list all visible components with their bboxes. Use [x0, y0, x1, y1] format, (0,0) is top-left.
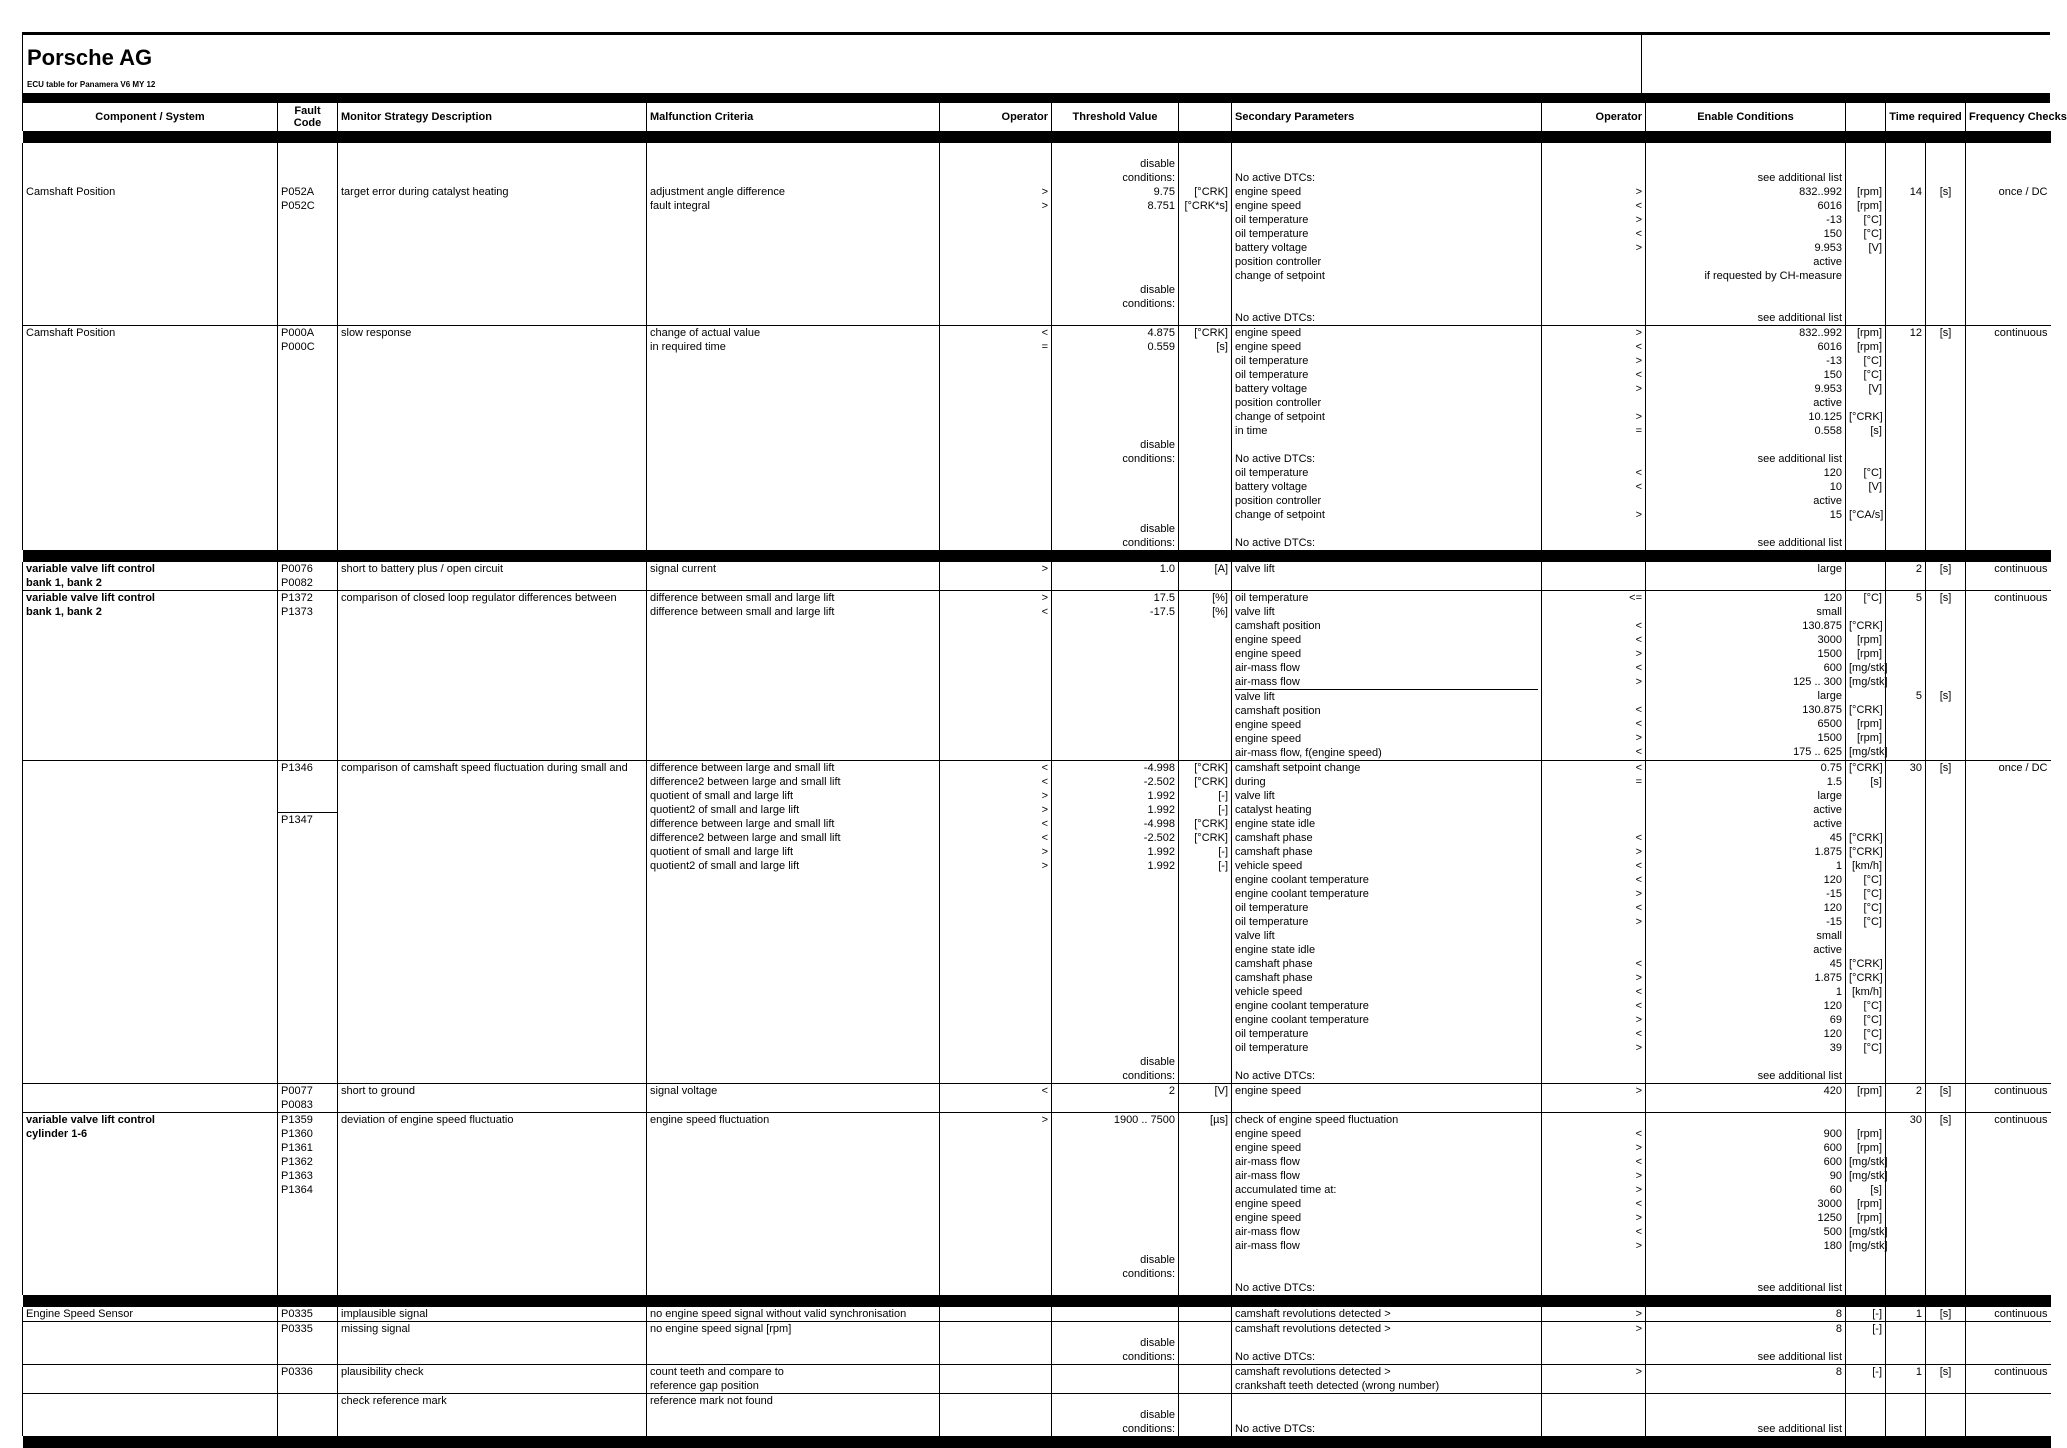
secondary-params: camshaft revolutions detected > — [1232, 1307, 1542, 1322]
component: Camshaft Position — [23, 326, 278, 551]
frequency: continuous — [1966, 1307, 2051, 1322]
row-camshaft-slow-response — [23, 326, 2051, 551]
enable-conditions: 8 see additional list — [1646, 1322, 1846, 1365]
secondary-params: valve lift — [1232, 562, 1542, 591]
fault-code: P1346 P1347 — [278, 761, 338, 1084]
operator: > — [940, 562, 1052, 591]
monitor-description: plausibility check — [338, 1365, 647, 1394]
ecu-table — [22, 103, 2067, 1448]
secondary-params: camshaft revolutions detected > crankshaft teeth detected (wrong number) — [1232, 1365, 1542, 1394]
threshold: 2 — [1052, 1084, 1179, 1113]
frequency: continuous — [1966, 591, 2051, 761]
frequency: continuous — [1966, 326, 2051, 551]
no-dtc: No active DTCs: — [1235, 172, 1316, 184]
enable-unit: [rpm] [rpm] [mg/stk] [mg/stk] [s] [rpm] [rpm] [mg/stk] [mg/stk] — [1846, 1113, 1886, 1296]
fault-code: P0077 P0083 — [278, 1084, 338, 1113]
malfunction-criteria: reference mark not found — [647, 1394, 940, 1437]
time-unit: [s] — [1926, 157, 1966, 326]
operator: > < — [940, 591, 1052, 761]
threshold-unit: [V] — [1179, 1084, 1232, 1113]
sec-operator: > — [1542, 1322, 1646, 1365]
col-threshold-unit — [1179, 103, 1232, 131]
monitor-description: comparison of camshaft speed fluctuation during small and — [338, 761, 647, 1084]
component: variable valve lift control bank 1, bank 2 — [23, 562, 278, 591]
component: Camshaft Position — [23, 157, 278, 326]
enable-conditions: 832..992 6016 -13 150 9.953 active 10.125 0.558 see additional list 120 10 active 15 see additional list — [1646, 326, 1846, 551]
time-unit: [s] — [1926, 1084, 1966, 1113]
row-ess-reference-mark — [23, 1394, 2051, 1437]
disable-label: disable conditions: — [1122, 523, 1175, 549]
row-vvl-short-battery — [23, 562, 2051, 591]
threshold — [1052, 1394, 1179, 1437]
time-unit: [s] — [1926, 1307, 1966, 1322]
frequency: once / DC — [1966, 157, 2051, 326]
time-value: 2 — [1886, 562, 1926, 591]
fault-code: P0076 P0082 — [278, 562, 338, 591]
col-enable: Enable Conditions — [1646, 103, 1846, 131]
sec-operator: > — [1542, 1307, 1646, 1322]
fault-code: P0335 — [278, 1322, 338, 1365]
secondary-params: oil temperature valve lift camshaft position engine speed engine speed air-mass flow air-mass flow valve lift camshaft position engine speed engine speed air-mass flow, f(engine speed) — [1232, 591, 1542, 761]
malfunction-criteria: no engine speed signal without valid synchronisation — [647, 1307, 940, 1322]
monitor-description: short to ground — [338, 1084, 647, 1113]
row-vvl-cylinder — [23, 1113, 2051, 1296]
disable-label: disable conditions: — [1122, 1056, 1175, 1082]
time-unit: [s] — [1926, 562, 1966, 591]
enable-unit: [rpm] [rpm] [°C] [°C] [V] [°CRK] [s] [°C] [V] [°CA/s] — [1846, 326, 1886, 551]
operator: < < > > < < > > — [940, 761, 1052, 1084]
monitor-description: missing signal — [338, 1322, 647, 1365]
monitor-description: check reference mark — [338, 1394, 647, 1437]
threshold — [1052, 157, 1179, 326]
fault-code: P0336 — [278, 1365, 338, 1394]
column-header-row — [23, 103, 2051, 131]
col-threshold: Threshold Value — [1052, 103, 1179, 131]
threshold-values: 9.75 8.751 — [1147, 186, 1175, 212]
col-malfunction: Malfunction Criteria — [647, 103, 940, 131]
row-ess-missing — [23, 1322, 2051, 1365]
time-unit: [s] [s] — [1926, 591, 1966, 761]
threshold-unit: [A] — [1179, 562, 1232, 591]
monitor-description: comparison of closed loop regulator differences between — [338, 591, 647, 761]
disable-label: disable conditions: — [1122, 284, 1175, 310]
malfunction-criteria: count teeth and compare to reference gap position — [647, 1365, 940, 1394]
enable-conditions: large — [1646, 562, 1846, 591]
disable-label: disable conditions: — [1122, 1409, 1175, 1435]
enable-unit: [°CRK] [s] [°CRK] [°CRK] [km/h] [°C] [°C] [°C] [°C] [°CRK] [°CRK] [km/h] [°C] [°C] [°C] [°C] — [1846, 761, 1886, 1084]
operator: > — [940, 1113, 1052, 1296]
time-value: 12 — [1886, 326, 1926, 551]
threshold-unit: [°CRK] [s] — [1179, 326, 1232, 551]
secondary-params: camshaft revolutions detected > No active DTCs: — [1232, 1322, 1542, 1365]
secondary-params: engine speed — [1232, 1084, 1542, 1113]
frequency: continuous — [1966, 1084, 2051, 1113]
secondary-params: check of engine speed fluctuation engine speed engine speed air-mass flow air-mass flow accumulated time at: engine speed engine speed air-mass flow air-mass flow No active DTCs: — [1232, 1113, 1542, 1296]
threshold: 4.875 0.559 disable conditions: disable conditions: — [1052, 326, 1179, 551]
monitor-description: short to battery plus / open circuit — [338, 562, 647, 591]
enable-conditions: 8 — [1646, 1365, 1846, 1394]
monitor-description: implausible signal — [338, 1307, 647, 1322]
time-unit: [s] — [1926, 1113, 1966, 1296]
secondary-params: No active DTCs: — [1232, 1394, 1542, 1437]
col-time: Time required — [1886, 103, 1966, 131]
frequency: once / DC — [1966, 761, 2051, 1084]
enable-conditions: 420 — [1646, 1084, 1846, 1113]
secondary-params: No active DTCs: engine speed engine speed oil temperature oil temperature battery voltage position controller change of setpoint No active DTCs: — [1232, 157, 1542, 326]
row-vvl-closed-loop — [23, 591, 2051, 761]
document-header — [22, 35, 2050, 93]
enable-unit: [rpm] [rpm] [°C] [°C] [V] — [1846, 157, 1886, 326]
disable-label: disable conditions: — [1122, 1337, 1175, 1363]
time-value: 5 5 — [1886, 591, 1926, 761]
enable-conditions: see additional list — [1646, 1394, 1846, 1437]
disable-label: disable conditions: — [1122, 439, 1175, 465]
time-value: 14 — [1886, 157, 1926, 326]
monitor-description: slow response — [338, 326, 647, 551]
col-fault-code: Fault Code — [278, 103, 338, 131]
fault-code: P1372 P1373 — [278, 591, 338, 761]
malfunction-criteria: difference between large and small lift difference2 between large and small lift quotient of small and large lift quotient2 of small and large lift difference between large and small lift difference2 between large and small lift quotient of small and large lift quotient2 of small and large lift — [647, 761, 940, 1084]
enable-conditions: 0.75 1.5 large active active 45 1.875 1 120 -15 120 -15 small active 45 1.875 1 120 69 120 39 see additional list — [1646, 761, 1846, 1084]
time-unit: [s] — [1926, 326, 1966, 551]
sec-operator: < = < > < < > < > < > < < > < > — [1542, 761, 1646, 1084]
sec-operator: <= < < > < > < < > < — [1542, 591, 1646, 761]
secondary-params: camshaft setpoint change during valve lift catalyst heating engine state idle camshaft phase camshaft phase vehicle speed engine coolant temperature engine coolant temperature oil temperature oil temperature valve lift engine state idle camshaft phase camshaft phase vehicle speed engine coolant temperature engine coolant temperature oil temperature oil temperature No active DTCs: — [1232, 761, 1542, 1084]
time-value: 2 — [1886, 1084, 1926, 1113]
threshold-unit: [°CRK] [°CRK*s] — [1179, 157, 1232, 326]
col-frequency: Frequency Checks — [1966, 103, 2051, 131]
sec-operator: > < > < > — [1542, 157, 1646, 326]
company-title: Porsche AG — [27, 45, 153, 70]
threshold-unit: [µs] — [1179, 1113, 1232, 1296]
disable-label: disable conditions: — [1122, 1254, 1175, 1280]
malfunction-criteria: engine speed fluctuation — [647, 1113, 940, 1296]
row-camshaft-target-error — [23, 157, 2051, 326]
ecu-sheet — [22, 32, 2067, 1448]
threshold-unit: [°CRK] [°CRK] [-] [-] [°CRK] [°CRK] [-] [-] — [1179, 761, 1232, 1084]
col-sec-operator: Operator — [1542, 103, 1646, 131]
frequency: continuous — [1966, 1113, 2051, 1296]
col-secondary: Secondary Parameters — [1232, 103, 1542, 131]
fault-code: P052A P052C — [278, 157, 338, 326]
enable-unit: [-] — [1846, 1307, 1886, 1322]
sec-operator: < > < > > < > < > — [1542, 1113, 1646, 1296]
time-value: 30 — [1886, 761, 1926, 1084]
disable-label: disable conditions: — [1122, 158, 1175, 184]
enable-unit: [-] — [1846, 1365, 1886, 1394]
malfunction-criteria: signal voltage — [647, 1084, 940, 1113]
col-monitor-strategy: Monitor Strategy Description — [338, 103, 647, 131]
component: variable valve lift control bank 1, bank 2 — [23, 591, 278, 761]
threshold-unit: [%] [%] — [1179, 591, 1232, 761]
threshold: 17.5 -17.5 — [1052, 591, 1179, 761]
fault-code: P1359 P1360 P1361 P1362 P1363 P1364 — [278, 1113, 338, 1296]
enable-conditions: 8 — [1646, 1307, 1846, 1322]
fault-code: P000A P000C — [278, 326, 338, 551]
sec-operator: > — [1542, 1084, 1646, 1113]
col-operator: Operator — [940, 103, 1052, 131]
monitor-description: deviation of engine speed fluctuatio — [338, 1113, 647, 1296]
secondary-params: engine speed engine speed oil temperature oil temperature battery voltage position controller change of setpoint in time No active DTCs: oil temperature battery voltage position controller change of setpoint No active DTCs: — [1232, 326, 1542, 551]
sec-operator: > < > < > > = < < > — [1542, 326, 1646, 551]
threshold — [1052, 1322, 1179, 1365]
malfunction-criteria: change of actual value in required time — [647, 326, 940, 551]
operator: > > — [940, 157, 1052, 326]
enable-unit: [°C] [°CRK] [rpm] [rpm] [mg/stk] [mg/stk] [°CRK] [rpm] [rpm] [mg/stk] — [1846, 591, 1886, 761]
malfunction-criteria: adjustment angle difference fault integral — [647, 157, 940, 326]
component: variable valve lift control cylinder 1-6 — [23, 1113, 278, 1296]
enable-unit: [-] — [1846, 1322, 1886, 1365]
operator: < — [940, 1084, 1052, 1113]
sec-operator: > — [1542, 1365, 1646, 1394]
col-enable-unit — [1846, 103, 1886, 131]
fault-code: P0335 — [278, 1307, 338, 1322]
col-component: Component / System — [23, 103, 278, 131]
malfunction-criteria: signal current — [647, 562, 940, 591]
threshold: 1900 .. 7500 disable conditions: — [1052, 1113, 1179, 1296]
enable-conditions: 900 600 600 90 60 3000 1250 500 180 see additional list — [1646, 1113, 1846, 1296]
enable-conditions: 120 small 130.875 3000 1500 600 125 .. 300 large 130.875 6500 1500 175 .. 625 — [1646, 591, 1846, 761]
time-value: 1 — [1886, 1307, 1926, 1322]
operator: < = — [940, 326, 1052, 551]
row-ess-plausibility — [23, 1365, 2051, 1394]
enable-unit: [rpm] — [1846, 1084, 1886, 1113]
document-subtitle: ECU table for Panamera V6 MY 12 — [27, 80, 156, 89]
time-value: 30 — [1886, 1113, 1926, 1296]
frequency: continuous — [1966, 1365, 2051, 1394]
row-ess-implausible — [23, 1307, 2051, 1322]
monitor-description: target error during catalyst heating — [338, 157, 647, 326]
component: Engine Speed Sensor — [23, 1307, 278, 1322]
malfunction-criteria: difference between small and large lift difference between small and large lift — [647, 591, 940, 761]
threshold: -4.998 -2.502 1.992 1.992 -4.998 -2.502 1.992 1.992 disable conditions: — [1052, 761, 1179, 1084]
time-unit: [s] — [1926, 761, 1966, 1084]
row-vvl-short-ground — [23, 1084, 2051, 1113]
time-value: 1 — [1886, 1365, 1926, 1394]
frequency: continuous — [1966, 562, 2051, 591]
malfunction-criteria: no engine speed signal [rpm] — [647, 1322, 940, 1365]
row-vvl-camshaft-fluctuation — [23, 761, 2051, 1084]
enable-conditions: see additional list 832..992 6016 -13 150 9.953 active if requested by CH-measure see additional list — [1646, 157, 1846, 326]
time-unit: [s] — [1926, 1365, 1966, 1394]
threshold: 1.0 — [1052, 562, 1179, 591]
